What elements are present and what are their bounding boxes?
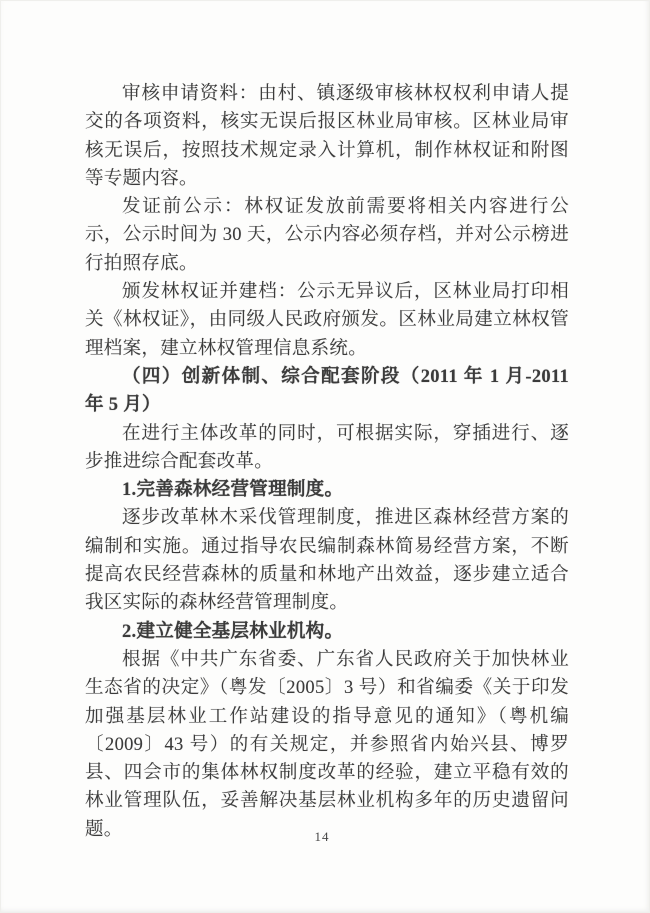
paragraph: 1.完善森林经营管理制度。 (122, 480, 344, 501)
paragraph: 在进行主体改革的同时，可根据实际，穿插进行、逐步推进综合配套改革。 (85, 423, 569, 472)
paragraph: 根据《中共广东省委、广东省人民政府关于加快林业生态省的决定》（粤发〔2005〕3 号）和省编委《关于印发加强基层林业工作站建设的指导意见的通知》（粤机编〔2009〕43 号）的有关规定，并参照省内始兴县、博罗县、四会市的集体林权制度改革的经验，建立平稳有效的林业管理队伍，妥善解决基层林业机构多年的历史遗留问题。 (85, 649, 569, 840)
document-body (85, 80, 569, 844)
page-footer (0, 828, 644, 846)
paragraph: 逐步改革林木采伐管理制度，推进区森林经营方案的编制和实施。通过指导农民编制森林简易经营方案，不断提高农民经营森林的质量和林地产出效益，逐步建立适合我区实际的森林经营管理制度。 (85, 508, 569, 614)
paragraph: 2.建立健全基层林业机构。 (122, 621, 344, 642)
paragraph: 颁发林权证并建档：公示无异议后，区林业局打印相关《林权证》，由同级人民政府颁发。区林业局建立林权管理档案，建立林权管理信息系统。 (85, 282, 569, 359)
paragraph: 审核申请资料：由村、镇逐级审核林权权利申请人提交的各项资料，核实无误后报区林业局审核。区林业局审核无误后，按照技术规定录入计算机，制作林权证和附图等专题内容。 (85, 84, 569, 189)
paragraph: （四）创新体制、综合配套阶段（2011 年 1 月-2011 年 5 月） (85, 366, 569, 416)
paragraph: 发证前公示：林权证发放前需要将相关内容进行公示，公示时间为 30 天，公示内容必须存档，并对公示榜进行拍照存底。 (85, 197, 569, 274)
page-number: 14 (314, 829, 330, 844)
